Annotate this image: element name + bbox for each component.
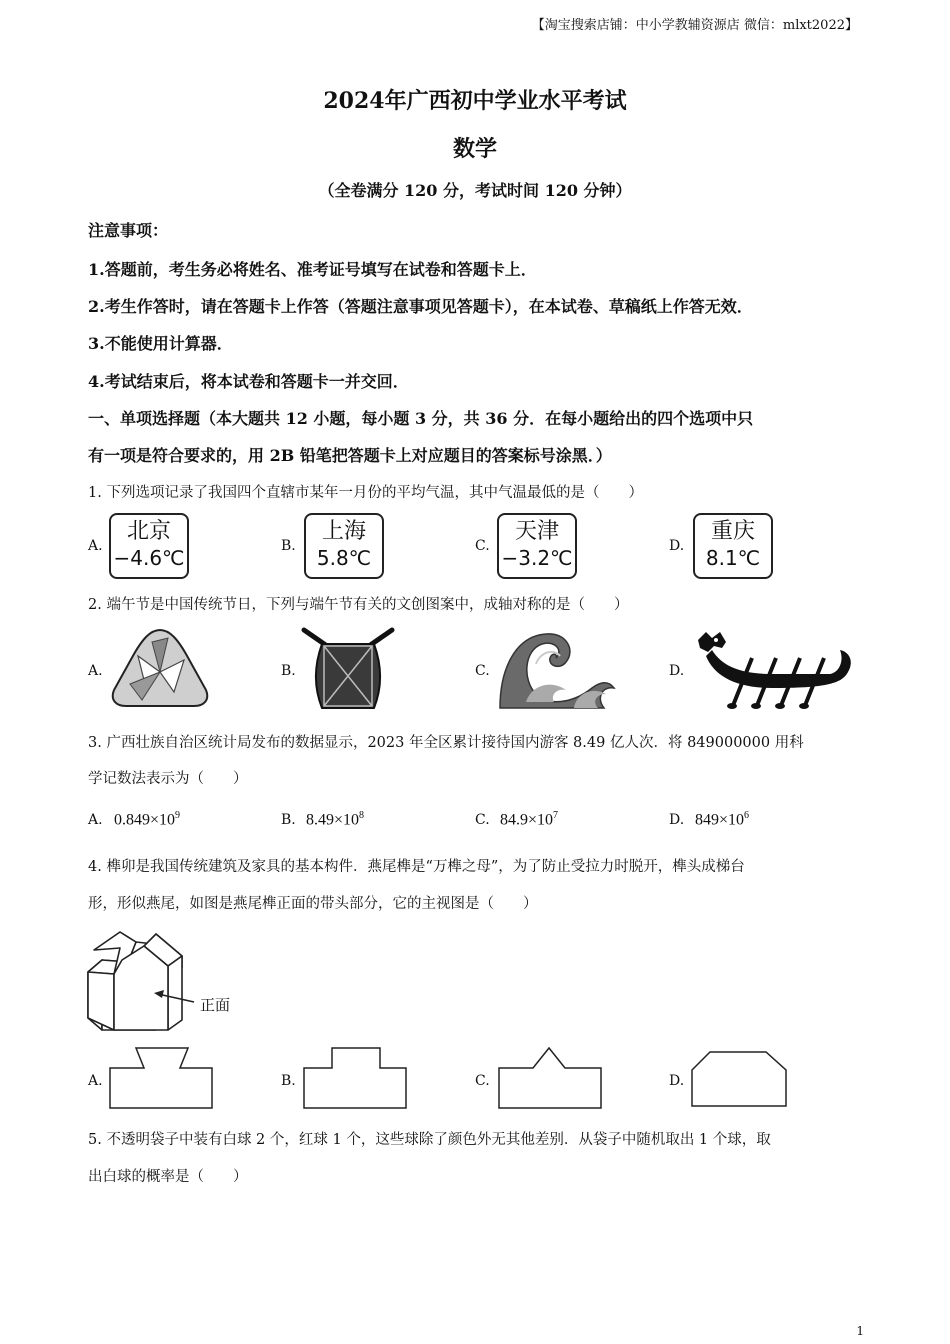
q2-option-a-label: A. xyxy=(88,663,103,679)
q1-option-d-card xyxy=(693,513,773,579)
question-4-stem: 4. 榫卯是我国传统建筑及家具的基本构件．燕尾榫是“万榫之母”，为了防止受拉力时脱开，榫头成梯台 xyxy=(88,859,745,875)
question-5-stem-cont: 出白球的概率是（ ） xyxy=(88,1169,248,1185)
q2-option-c-label: C. xyxy=(475,663,490,679)
temperature: −3.2℃ xyxy=(501,546,573,570)
q2-option-b-label: B. xyxy=(281,663,296,679)
temperature: 5.8℃ xyxy=(316,546,372,570)
temperature: −4.6℃ xyxy=(113,546,185,570)
front-label: 正面 xyxy=(200,996,231,1014)
q4-option-b-shape xyxy=(302,1046,410,1110)
q1-option-c-card xyxy=(497,513,577,579)
notice-item: 1.答题前，考生务必将姓名、准考证号填写在试卷和答题卡上． xyxy=(88,260,537,279)
q3-option-b-value: $8.49\times 10^8$ xyxy=(306,810,365,829)
drum-icon xyxy=(300,626,396,712)
notice-item: 4.考试结束后，将本试卷和答题卡一并交回． xyxy=(88,372,409,391)
exam-subject: 数学 xyxy=(452,136,497,162)
q3-option-d-label: D. xyxy=(669,812,685,828)
q4-option-d-shape xyxy=(690,1050,790,1110)
q3-option-b-label: B. xyxy=(281,812,296,828)
dragon-boat-icon xyxy=(692,628,858,712)
question-3-stem: 3. 广西壮族自治区统计局发布的数据显示，2023 年全区累计接待国内游客 8.49 亿人次．将 849000000 用科 xyxy=(88,735,804,751)
q3-option-c-value: $84.9\times 10^7$ xyxy=(500,810,559,829)
q1-option-d-label: D. xyxy=(669,538,685,554)
q3-option-d-value: $849\times 10^6$ xyxy=(695,810,750,829)
q4-option-a-shape xyxy=(108,1046,216,1110)
city-name: 北京 xyxy=(126,519,171,544)
section-heading-cont: 有一项是符合要求的，用 2B 铅笔把答题卡上对应题目的答案标号涂黑．） xyxy=(88,446,612,465)
q1-option-b-label: B. xyxy=(281,538,296,554)
dovetail-figure xyxy=(84,930,194,1034)
page-number: 1 xyxy=(856,1324,864,1338)
temperature: 8.1℃ xyxy=(705,546,761,570)
q1-option-a-label: A. xyxy=(88,538,103,554)
q4-option-c-label: C. xyxy=(475,1073,490,1089)
notice-item: 3.不能使用计算器． xyxy=(88,334,233,353)
exam-meta: （全卷满分 120 分，考试时间 120 分钟） xyxy=(318,181,632,200)
notice-heading: 注意事项： xyxy=(88,221,169,240)
city-name: 天津 xyxy=(514,519,559,544)
wave-icon xyxy=(496,628,622,712)
notice-item: 2.考生作答时，请在答题卡上作答（答题注意事项见答题卡），在本试卷、草稿纸上作答无效． xyxy=(88,297,753,316)
q4-option-d-label: D. xyxy=(669,1073,685,1089)
q3-option-c-label: C. xyxy=(475,812,490,828)
city-name: 上海 xyxy=(321,519,366,544)
question-2-stem: 2. 端午节是中国传统节日，下列与端午节有关的文创图案中，成轴对称的是（ ） xyxy=(88,597,629,613)
q2-option-d-label: D. xyxy=(669,663,685,679)
question-1-stem: 1. 下列选项记录了我国四个直辖市某年一月份的平均气温，其中气温最低的是（ ） xyxy=(88,485,643,501)
q1-option-c-label: C. xyxy=(475,538,490,554)
q3-option-a-label: A. xyxy=(88,812,103,828)
q4-option-a-label: A. xyxy=(88,1073,103,1089)
q3-option-a-value: $0.849\times 10^9$ xyxy=(114,810,181,829)
zongzi-icon xyxy=(108,626,212,710)
section-heading: 一、单项选择题（本大题共 12 小题，每小题 3 分，共 36 分．在每小题给出的四个选项中只 xyxy=(88,409,754,428)
exam-title: 2024年广西初中学业水平考试 xyxy=(323,88,627,114)
question-4-stem-cont: 形，形似燕尾，如图是燕尾榫正面的带头部分，它的主视图是（ ） xyxy=(88,896,538,912)
question-5-stem: 5. 不透明袋子中装有白球 2 个，红球 1 个，这些球除了颜色外无其他差别．从袋子中随机取出 1 个球，取 xyxy=(88,1132,771,1148)
q1-option-a-card xyxy=(109,513,189,579)
q4-option-c-shape xyxy=(497,1046,605,1110)
header-note: 【淘宝搜索店铺：中小学教辅资源店 微信：mlxt2022】 xyxy=(531,18,858,33)
question-3-stem-cont: 学记数法表示为（ ） xyxy=(88,771,248,787)
q4-option-b-label: B. xyxy=(281,1073,296,1089)
q1-option-b-card xyxy=(304,513,384,579)
city-name: 重庆 xyxy=(710,519,755,544)
